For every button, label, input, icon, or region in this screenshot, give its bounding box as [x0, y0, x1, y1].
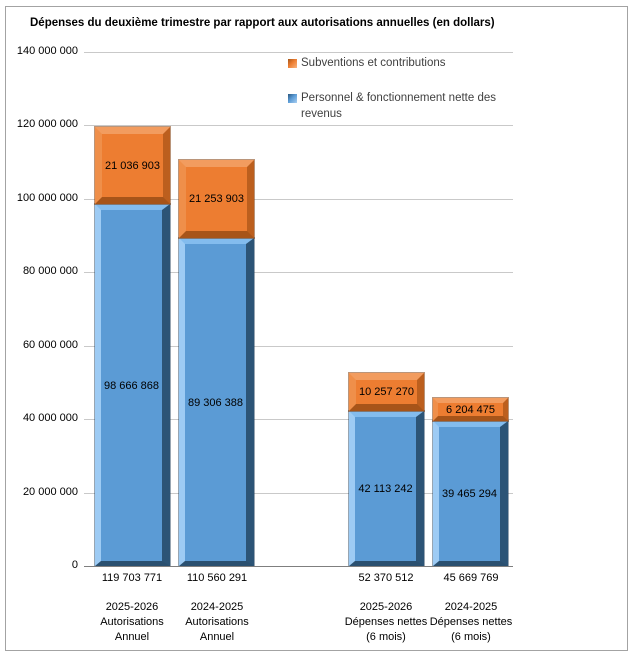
- category-label: [406, 600, 536, 645]
- bar-segment-value-label: 39 465 294: [441, 488, 498, 500]
- bar-segment-value-label: 21 253 903: [188, 193, 245, 205]
- category-label-line: 2025-2026: [105, 601, 159, 613]
- bar-segment-value-label: 89 306 388: [187, 396, 244, 409]
- bar-segment-personnel: [95, 204, 170, 566]
- y-axis-tick-label: 80 000 000: [22, 265, 78, 277]
- bar-segment-value-label: 98 666 868: [103, 379, 160, 392]
- category-label: [152, 600, 282, 645]
- category-label-line: 2024-2025: [190, 601, 244, 613]
- legend-label: Subventions et contributions: [301, 57, 446, 69]
- y-axis-tick-label: 40 000 000: [22, 412, 78, 424]
- legend-swatch-orange-icon: [288, 59, 297, 68]
- total-label: 110 560 291: [186, 572, 248, 584]
- category-label-line: (6 mois): [366, 631, 406, 643]
- category-label-line: Dépenses nettes: [429, 616, 513, 628]
- chart-title: Dépenses du deuxième trimestre par rapport aux autorisations annuelles (en dollars): [30, 17, 495, 29]
- y-axis-tick-label: 120 000 000: [16, 118, 78, 130]
- y-axis-tick-label: 60 000 000: [22, 339, 78, 351]
- bar-segment-value-label: 21 036 903: [104, 159, 161, 172]
- y-axis-tick-label: 20 000 000: [22, 486, 78, 498]
- bar-segment-personnel: [349, 411, 424, 566]
- total-label: 52 370 512: [358, 572, 414, 584]
- category-label-line: Autorisations: [185, 616, 249, 628]
- total-label: 119 703 771: [101, 572, 163, 584]
- category-label-line: Annuel: [199, 631, 235, 643]
- y-axis-tick-label: 0: [71, 559, 78, 571]
- y-axis-tick-label: 100 000 000: [16, 192, 78, 204]
- bar-segment-subventions: [349, 373, 424, 411]
- bar-segment-subventions: [95, 127, 170, 204]
- x-axis-line: [84, 566, 513, 567]
- bar-segment-subventions: [433, 398, 508, 421]
- bar-segment-personnel: [433, 421, 508, 566]
- legend-item-subventions: [288, 55, 538, 71]
- legend-swatch-blue-icon: [288, 94, 297, 103]
- gridline: [84, 52, 513, 53]
- bar-segment-value-label: 10 257 270: [358, 386, 415, 398]
- bar-segment-value-label: 42 113 242: [358, 483, 413, 495]
- total-label: 45 669 769: [443, 572, 499, 584]
- legend-item-personnel: [288, 90, 538, 122]
- category-label-line: 2025-2026: [359, 601, 413, 613]
- category-label-line: Dépenses nettes: [344, 616, 428, 628]
- category-label-line: (6 mois): [451, 631, 491, 643]
- category-label-line: 2024-2025: [444, 601, 498, 613]
- bar-segment-value-label: 6 204 475: [446, 403, 495, 416]
- category-label-line: Annuel: [114, 631, 150, 643]
- category-label-line: Autorisations: [100, 616, 164, 628]
- y-axis-tick-label: 140 000 000: [16, 45, 78, 57]
- bar-segment-subventions: [179, 160, 254, 238]
- legend-label: Personnel & fonctionnement nette des revenus: [301, 92, 496, 120]
- bar-segment-personnel: [179, 238, 254, 566]
- legend: [288, 55, 538, 141]
- gridline: [84, 125, 513, 126]
